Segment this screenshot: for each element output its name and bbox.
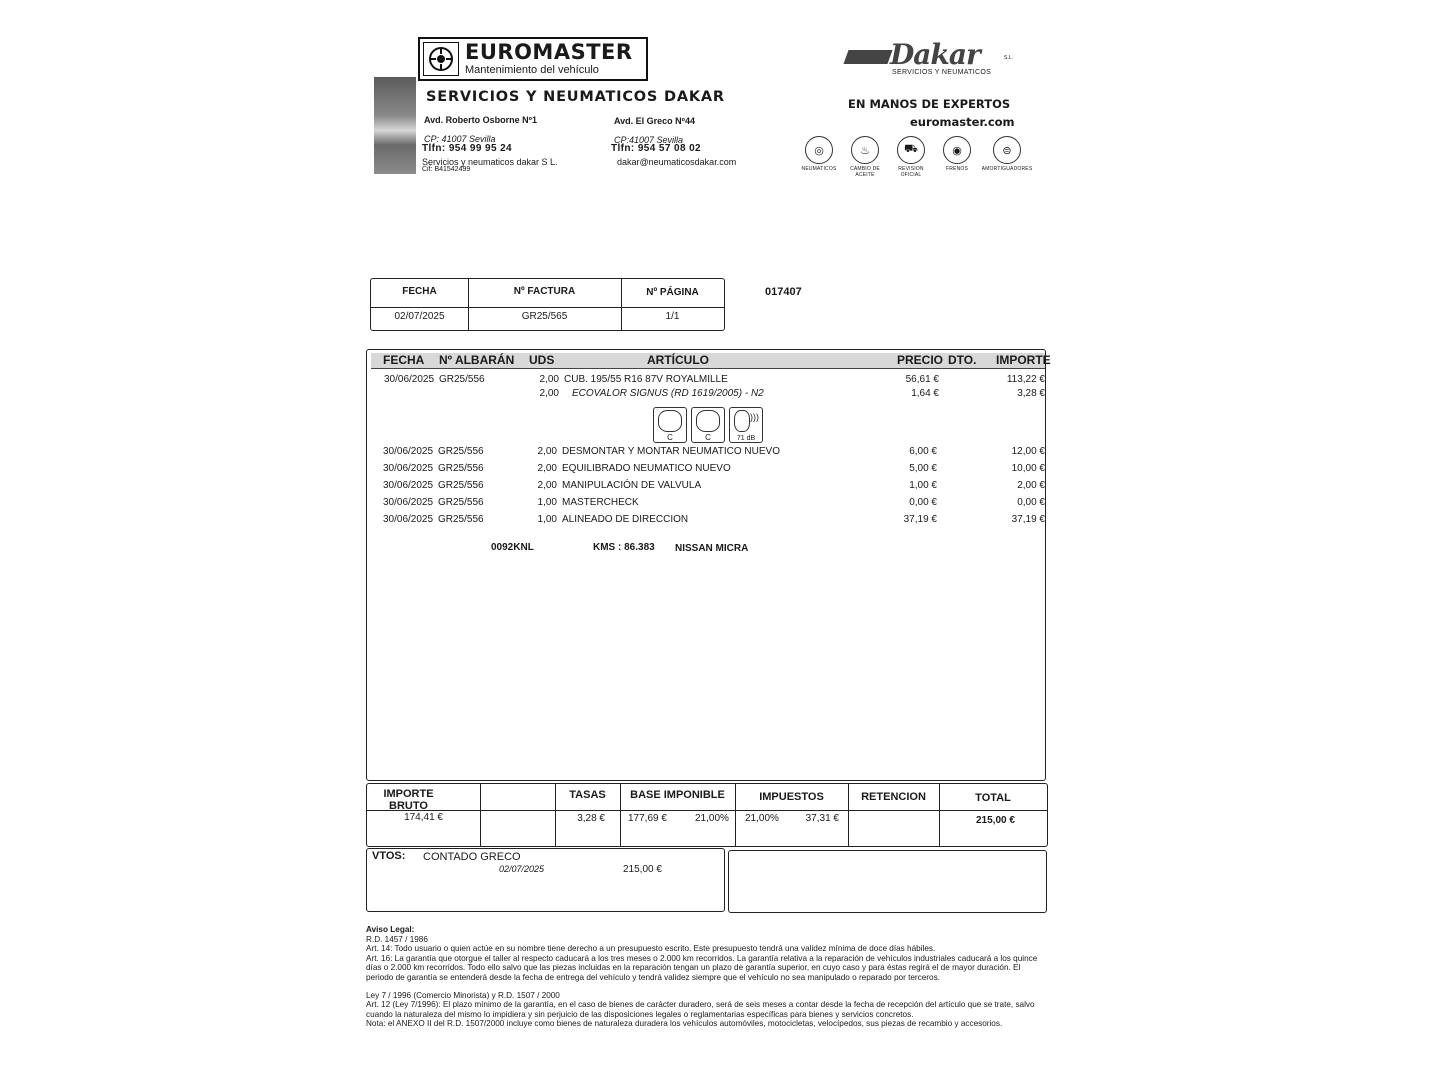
- brake-icon: ◉: [943, 136, 971, 164]
- vtos-date: 02/07/2025: [499, 864, 545, 874]
- vtos-amount: 215,00 €: [623, 864, 662, 875]
- legal-art16: Art. 16: La garantía que otorgue el taller al respecto caducará a los tres meses o 2.000 km recorridos. La garantía relativa a la reparación de vehículos industriales caducará a los quince días o 2.000 km recorridos. Todo ello salvo que las piezas incluidas en la reparación tengan un plazo de garantía superior, en cuyo caso y para éstas regirá el de mayor duración. El periodo de garantía se entenderá desde la fecha de entrega del vehículo y tendrá validez siempre que el vehículo no sea manipulado o reparado por terceros.: [366, 953, 1038, 982]
- col-albaran: Nº ALBARÁN: [439, 353, 515, 367]
- table-row: 30/06/2025 GR25/556 2,00 MANIPULACIÓN DE VALVULA 1,00 € 2,00 €: [383, 480, 1045, 491]
- factura-value: GR25/565: [521, 311, 568, 322]
- legal-notice: [366, 925, 1038, 1029]
- service-aceite: ♨ CAMBIO DE ACEITE: [843, 136, 887, 176]
- table-row: 30/06/2025 GR25/556 2,00 DESMONTAR Y MONTAR NEUMATICO NUEVO 6,00 € 12,00 €: [383, 446, 1045, 457]
- service-icons: [797, 136, 1033, 176]
- col-importe: IMPORTE: [996, 353, 1051, 367]
- address-1-phone: Tlfn: 954 99 95 24: [422, 143, 513, 154]
- dakar-arrow-icon: [843, 50, 892, 64]
- service-neumaticos: ◎ NEUMATICOS: [797, 136, 841, 176]
- company-cif: Cif: B41542499: [422, 166, 471, 173]
- pagina-label: Nº PÁGINA: [646, 287, 699, 298]
- blank-box: [728, 850, 1047, 913]
- base-label: BASE IMPONIBLE: [630, 789, 725, 801]
- euromaster-brand: EUROMASTER: [465, 40, 633, 64]
- total-value: 215,00 €: [976, 815, 1015, 826]
- dakar-wordmark: Dakar: [890, 38, 980, 71]
- address-1-street: Avd. Roberto Osborne Nº1: [424, 115, 537, 125]
- legal-ley: Ley 7 / 1996 (Comercio Minorista) y R.D. 1507 / 2000: [366, 990, 560, 1000]
- vehicle-plate: 0092KNL: [491, 542, 534, 553]
- oil-icon: ♨: [851, 136, 879, 164]
- service-amortiguadores: ⊜ AMORTIGUADORES: [981, 136, 1033, 176]
- col-uds: UDS: [529, 353, 555, 367]
- invoice-info-box: [370, 278, 725, 331]
- table-row: 30/06/2025 GR25/556 2,00 CUB. 195/55 R16 87V ROYALMILLE 56,61 € 113,22 €: [384, 374, 1045, 385]
- shock-absorber-icon: ⊜: [993, 136, 1021, 164]
- address-1-cp: CP: 41007 Sevilla: [424, 134, 496, 144]
- vehicle-model: NISSAN MICRA: [675, 543, 749, 554]
- legal-art12: Art. 12 (Ley 7/1996): El plazo mínimo de la garantía, en el caso de bienes de carácter duradero, será de seis meses a contar desde la fecha de recepción del artículo que se trate, salvo cuando la naturaleza del mismo lo impidiera y sin perjuicio de las disposiciones legales o reglamentarias específicas para bienes y servicios concretos.: [366, 1000, 1035, 1019]
- table-row: 30/06/2025 GR25/556 1,00 ALINEADO DE DIRECCION 37,19 € 37,19 €: [383, 514, 1045, 525]
- dakar-logo: [846, 38, 1018, 78]
- totals-box: [366, 783, 1048, 847]
- impuestos-pct: 21,00%: [745, 813, 779, 824]
- website: euromaster.com: [910, 115, 1015, 129]
- euromaster-logo: [418, 37, 648, 81]
- euromaster-emblem-icon: [423, 42, 459, 76]
- vtos-label: VTOS:: [372, 850, 406, 862]
- company-title: SERVICIOS Y NEUMATICOS DAKAR: [426, 89, 725, 105]
- col-precio: PRECIO: [897, 353, 944, 367]
- fecha-label: FECHA: [402, 286, 437, 297]
- dakar-sl: S.L.: [1004, 55, 1013, 61]
- euromaster-sub: Mantenimiento del vehículo: [465, 64, 599, 76]
- tire-icon: ◎: [805, 136, 833, 164]
- header-decor-block: [374, 77, 416, 174]
- fecha-value: 02/07/2025: [394, 311, 445, 322]
- document-number: 017407: [765, 286, 802, 298]
- vehicle-kms: KMS : 86.383: [593, 542, 655, 553]
- dakar-sub: SERVICIOS Y NEUMATICOS: [892, 69, 992, 76]
- tasas-value: 3,28 €: [577, 813, 605, 824]
- bruto-value: 174,41 €: [404, 812, 443, 823]
- wet-grip-icon: C: [691, 407, 725, 443]
- address-2-street: Avd. El Greco Nº44: [614, 116, 695, 126]
- retencion-label: RETENCION: [861, 791, 926, 803]
- legal-rd: R.D. 1457 / 1986: [366, 934, 428, 944]
- company-name: Servicios y neumaticos dakar S L.: [422, 157, 558, 167]
- legal-art14: Art. 14: Todo usuario o quien actúe en su nombre tiene derecho a un presupuesto escrito. Este presupuesto tendrá una validez mínima de doce días hábiles.: [366, 944, 936, 954]
- base-pct: 21,00%: [695, 813, 729, 824]
- col-dto: DTO.: [948, 353, 977, 367]
- vtos-box: [366, 848, 725, 912]
- vtos-method: CONTADO GRECO: [423, 851, 521, 863]
- pagina-value: 1/1: [665, 311, 680, 322]
- bruto-label: IMPORTE BRUTO: [383, 788, 434, 812]
- service-frenos: ◉ FRENOS: [935, 136, 979, 176]
- company-email: dakar@neumaticosdakar.com: [617, 157, 737, 167]
- col-fecha: FECHA: [383, 353, 425, 367]
- address-2-cp: CP:41007 Sevilla: [614, 135, 684, 145]
- base-value: 177,69 €: [628, 813, 667, 824]
- table-row: 2,00 ECOVALOR SIGNUS (RD 1619/2005) - N2 1,64 € 3,28 €: [539, 388, 1045, 399]
- address-2-phone: Tlfn: 954 57 08 02: [611, 143, 702, 154]
- legal-title: Aviso Legal:: [366, 925, 415, 934]
- impuestos-value: 37,31 €: [805, 813, 839, 824]
- legal-nota: Nota: el ANEXO II del R.D. 1507/2000 incluye como bienes de naturaleza duradera los vehículos automóviles, motocicletas, velocípedos, sus piezas de recambio y accesorios.: [366, 1019, 1003, 1029]
- factura-label: Nº FACTURA: [513, 286, 576, 297]
- fuel-efficiency-icon: C: [653, 407, 687, 443]
- car-check-icon: ⛟: [897, 136, 925, 164]
- impuestos-label: IMPUESTOS: [759, 791, 824, 803]
- items-table: [366, 349, 1051, 781]
- eu-tire-label: [653, 407, 765, 443]
- table-row: 30/06/2025 GR25/556 2,00 EQUILIBRADO NEUMATICO NUEVO 5,00 € 10,00 €: [383, 463, 1045, 474]
- tasas-label: TASAS: [569, 789, 606, 801]
- col-articulo: ARTÍCULO: [647, 353, 709, 367]
- noise-icon: ))) 71 dB: [729, 407, 763, 443]
- table-row: 30/06/2025 GR25/556 1,00 MASTERCHECK 0,00 € 0,00 €: [383, 497, 1045, 508]
- service-revision: ⛟ REVISION OFICIAL: [889, 136, 933, 176]
- slogan: EN MANOS DE EXPERTOS: [848, 97, 1011, 111]
- total-label: TOTAL: [975, 792, 1011, 804]
- items-header-row: [371, 353, 1051, 369]
